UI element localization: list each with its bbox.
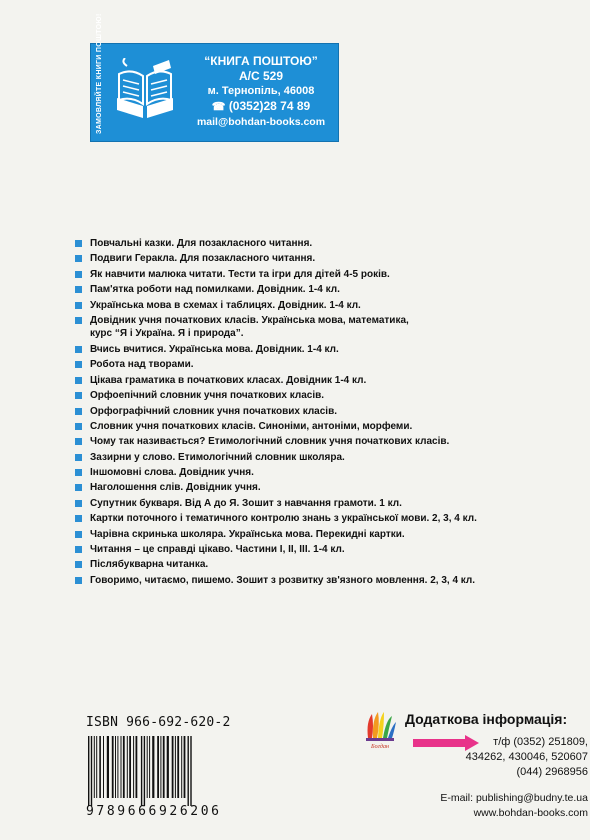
barcode-bar (175, 736, 176, 798)
contacts-block (405, 711, 588, 819)
bullet-square-icon (75, 531, 82, 538)
bullet-square-icon (75, 546, 82, 553)
list-item: Чарівна скринька школяра. Українська мова. Перекидні картки. (75, 528, 585, 543)
bullet-square-icon (75, 515, 82, 522)
barcode-bar (152, 736, 154, 798)
promo-city: м. Тернопіль, 46008 (207, 85, 315, 97)
contact-email[interactable]: E-mail: publishing@budny.te.ua (440, 792, 588, 804)
barcode-bar (190, 736, 191, 806)
list-item: Орфоепічний словник учня початкових класів. (75, 389, 585, 404)
list-item: Супутник букваря. Від А до Я. Зошит з навчання грамоти. 1 кл. (75, 497, 585, 512)
contact-phone-line: т/ф (0352) 251809, (493, 736, 588, 748)
contact-phone-line: 434262, 430046, 520607 (465, 751, 588, 763)
barcode-bar (112, 736, 114, 798)
barcode-bar (91, 736, 92, 806)
promo-address (187, 54, 335, 130)
barcode-bar (133, 736, 134, 798)
list-item: Зазирни у слово. Етимологічний словник школяра. (75, 451, 585, 466)
contact-website[interactable]: www.bohdan-books.com (473, 807, 588, 819)
list-item: Іншомовні слова. Довідник учня. (75, 466, 585, 481)
barcode-bar (121, 736, 122, 798)
contact-phone-line: (044) 2968956 (516, 766, 588, 778)
bullet-square-icon (75, 577, 82, 584)
bullet-square-icon (75, 286, 82, 293)
book-titles-list (75, 237, 585, 589)
barcode-bar (163, 736, 165, 798)
barcode-bar (160, 736, 161, 798)
bullet-square-icon (75, 408, 82, 415)
bullet-square-icon (75, 500, 82, 507)
list-item: Картки поточного і тематичного контролю знань з української мови. 2, 3, 4 кл. (75, 512, 585, 527)
promo-side-text: ЗАМОВЛЯЙТЕ КНИГИ ПОШТОЮ! (96, 13, 103, 134)
bullet-square-icon (75, 271, 82, 278)
list-item: Післябукварна читанка. (75, 558, 585, 573)
barcode-bar (99, 736, 101, 798)
promo-email[interactable]: mail@bohdan-books.com (196, 116, 326, 128)
logo-wordmark: Богдан (371, 744, 389, 750)
list-item: Словник учня початкових класів. Синоніми, антоніми, морфеми. (75, 420, 585, 435)
bullet-square-icon (75, 392, 82, 399)
barcode-bar (107, 736, 109, 798)
barcode-bar (144, 736, 145, 806)
barcode-bar (115, 736, 116, 798)
bullet-square-icon (75, 454, 82, 461)
barcode-bar (129, 736, 131, 798)
bullet-square-icon (75, 484, 82, 491)
promo-phone-line (187, 99, 335, 115)
list-item: Як навчити малюка читати. Тести та ігри для дітей 4-5 років. (75, 268, 585, 283)
bullet-square-icon (75, 377, 82, 384)
bullet-square-icon (75, 240, 82, 247)
bullet-square-icon (75, 346, 82, 353)
barcode-bar (147, 736, 148, 798)
barcode-bar (181, 736, 182, 798)
promo-phone: (0352)28 74 89 (228, 99, 311, 113)
publisher-logo-icon (362, 710, 398, 750)
barcode-bar (167, 736, 169, 798)
contact-phones (405, 735, 588, 780)
bullet-square-icon (75, 255, 82, 262)
bullet-square-icon (75, 302, 82, 309)
list-item: Подвиги Геракла. Для позакласного читання. (75, 252, 585, 267)
barcode-bar (123, 736, 125, 798)
barcode-bar (88, 736, 89, 806)
barcode-bar (188, 736, 189, 806)
barcode-bar (117, 736, 118, 798)
barcode-bar (94, 736, 95, 798)
barcode-block (86, 715, 276, 825)
isbn-number: ISBN 966-692-620-2 (86, 715, 231, 730)
list-item: Довідник учня початкових класів. Українська мова, математика, курс “Я і Україна. Я і природа”. (75, 314, 585, 343)
list-item: Наголошення слів. Довідник учня. (75, 481, 585, 496)
barcode-bar (177, 736, 179, 798)
open-book-icon (113, 58, 177, 124)
barcode-bar (103, 736, 104, 798)
list-item: Пам'ятка роботи над помилками. Довідник. 1-4 кл. (75, 283, 585, 298)
list-item: Цікава граматика в початкових класах. Довідник 1-4 кл. (75, 374, 585, 389)
phone-icon: ☎ (211, 101, 226, 113)
bullet-square-icon (75, 561, 82, 568)
bullet-square-icon (75, 469, 82, 476)
barcode-bar (172, 736, 174, 798)
contacts-heading: Додаткова інформація: (405, 711, 568, 727)
barcode-bar (96, 736, 97, 798)
list-item: Вчись вчитися. Українська мова. Довідник. 1-4 кл. (75, 343, 585, 358)
list-item: Орфографічний словник учня початкових класів. (75, 405, 585, 420)
bullet-square-icon (75, 317, 82, 324)
promo-title: “КНИГА ПОШТОЮ” (204, 54, 318, 68)
contact-online (405, 791, 588, 821)
list-item: Робота над творами. (75, 358, 585, 373)
ean-number: 9789666926206 (86, 804, 222, 819)
barcode-bar (184, 736, 186, 798)
list-item: Чому так називається? Етимологічний словник учня початкових класів. (75, 435, 585, 450)
list-item: Говоримо, читаємо, пишемо. Зошит з розвитку зв'язного мовлення. 2, 3, 4 кл. (75, 574, 585, 589)
mail-order-promo-box (90, 13, 339, 142)
list-item: Читання – це справді цікаво. Частини I, II, III. 1-4 кл. (75, 543, 585, 558)
bullet-square-icon (75, 361, 82, 368)
barcode-bar (141, 736, 142, 806)
bullet-square-icon (75, 438, 82, 445)
promo-po-box: А/С 529 (238, 69, 284, 83)
list-item: Українська мова в схемах і таблицях. Довідник. 1-4 кл. (75, 299, 585, 314)
barcode-bar (136, 736, 138, 798)
barcode-bar (149, 736, 150, 798)
bullet-square-icon (75, 423, 82, 430)
barcode-bar (157, 736, 159, 798)
barcode-image (86, 736, 262, 806)
barcode-bar (127, 736, 128, 798)
list-item: Повчальні казки. Для позакласного читання. (75, 237, 585, 252)
